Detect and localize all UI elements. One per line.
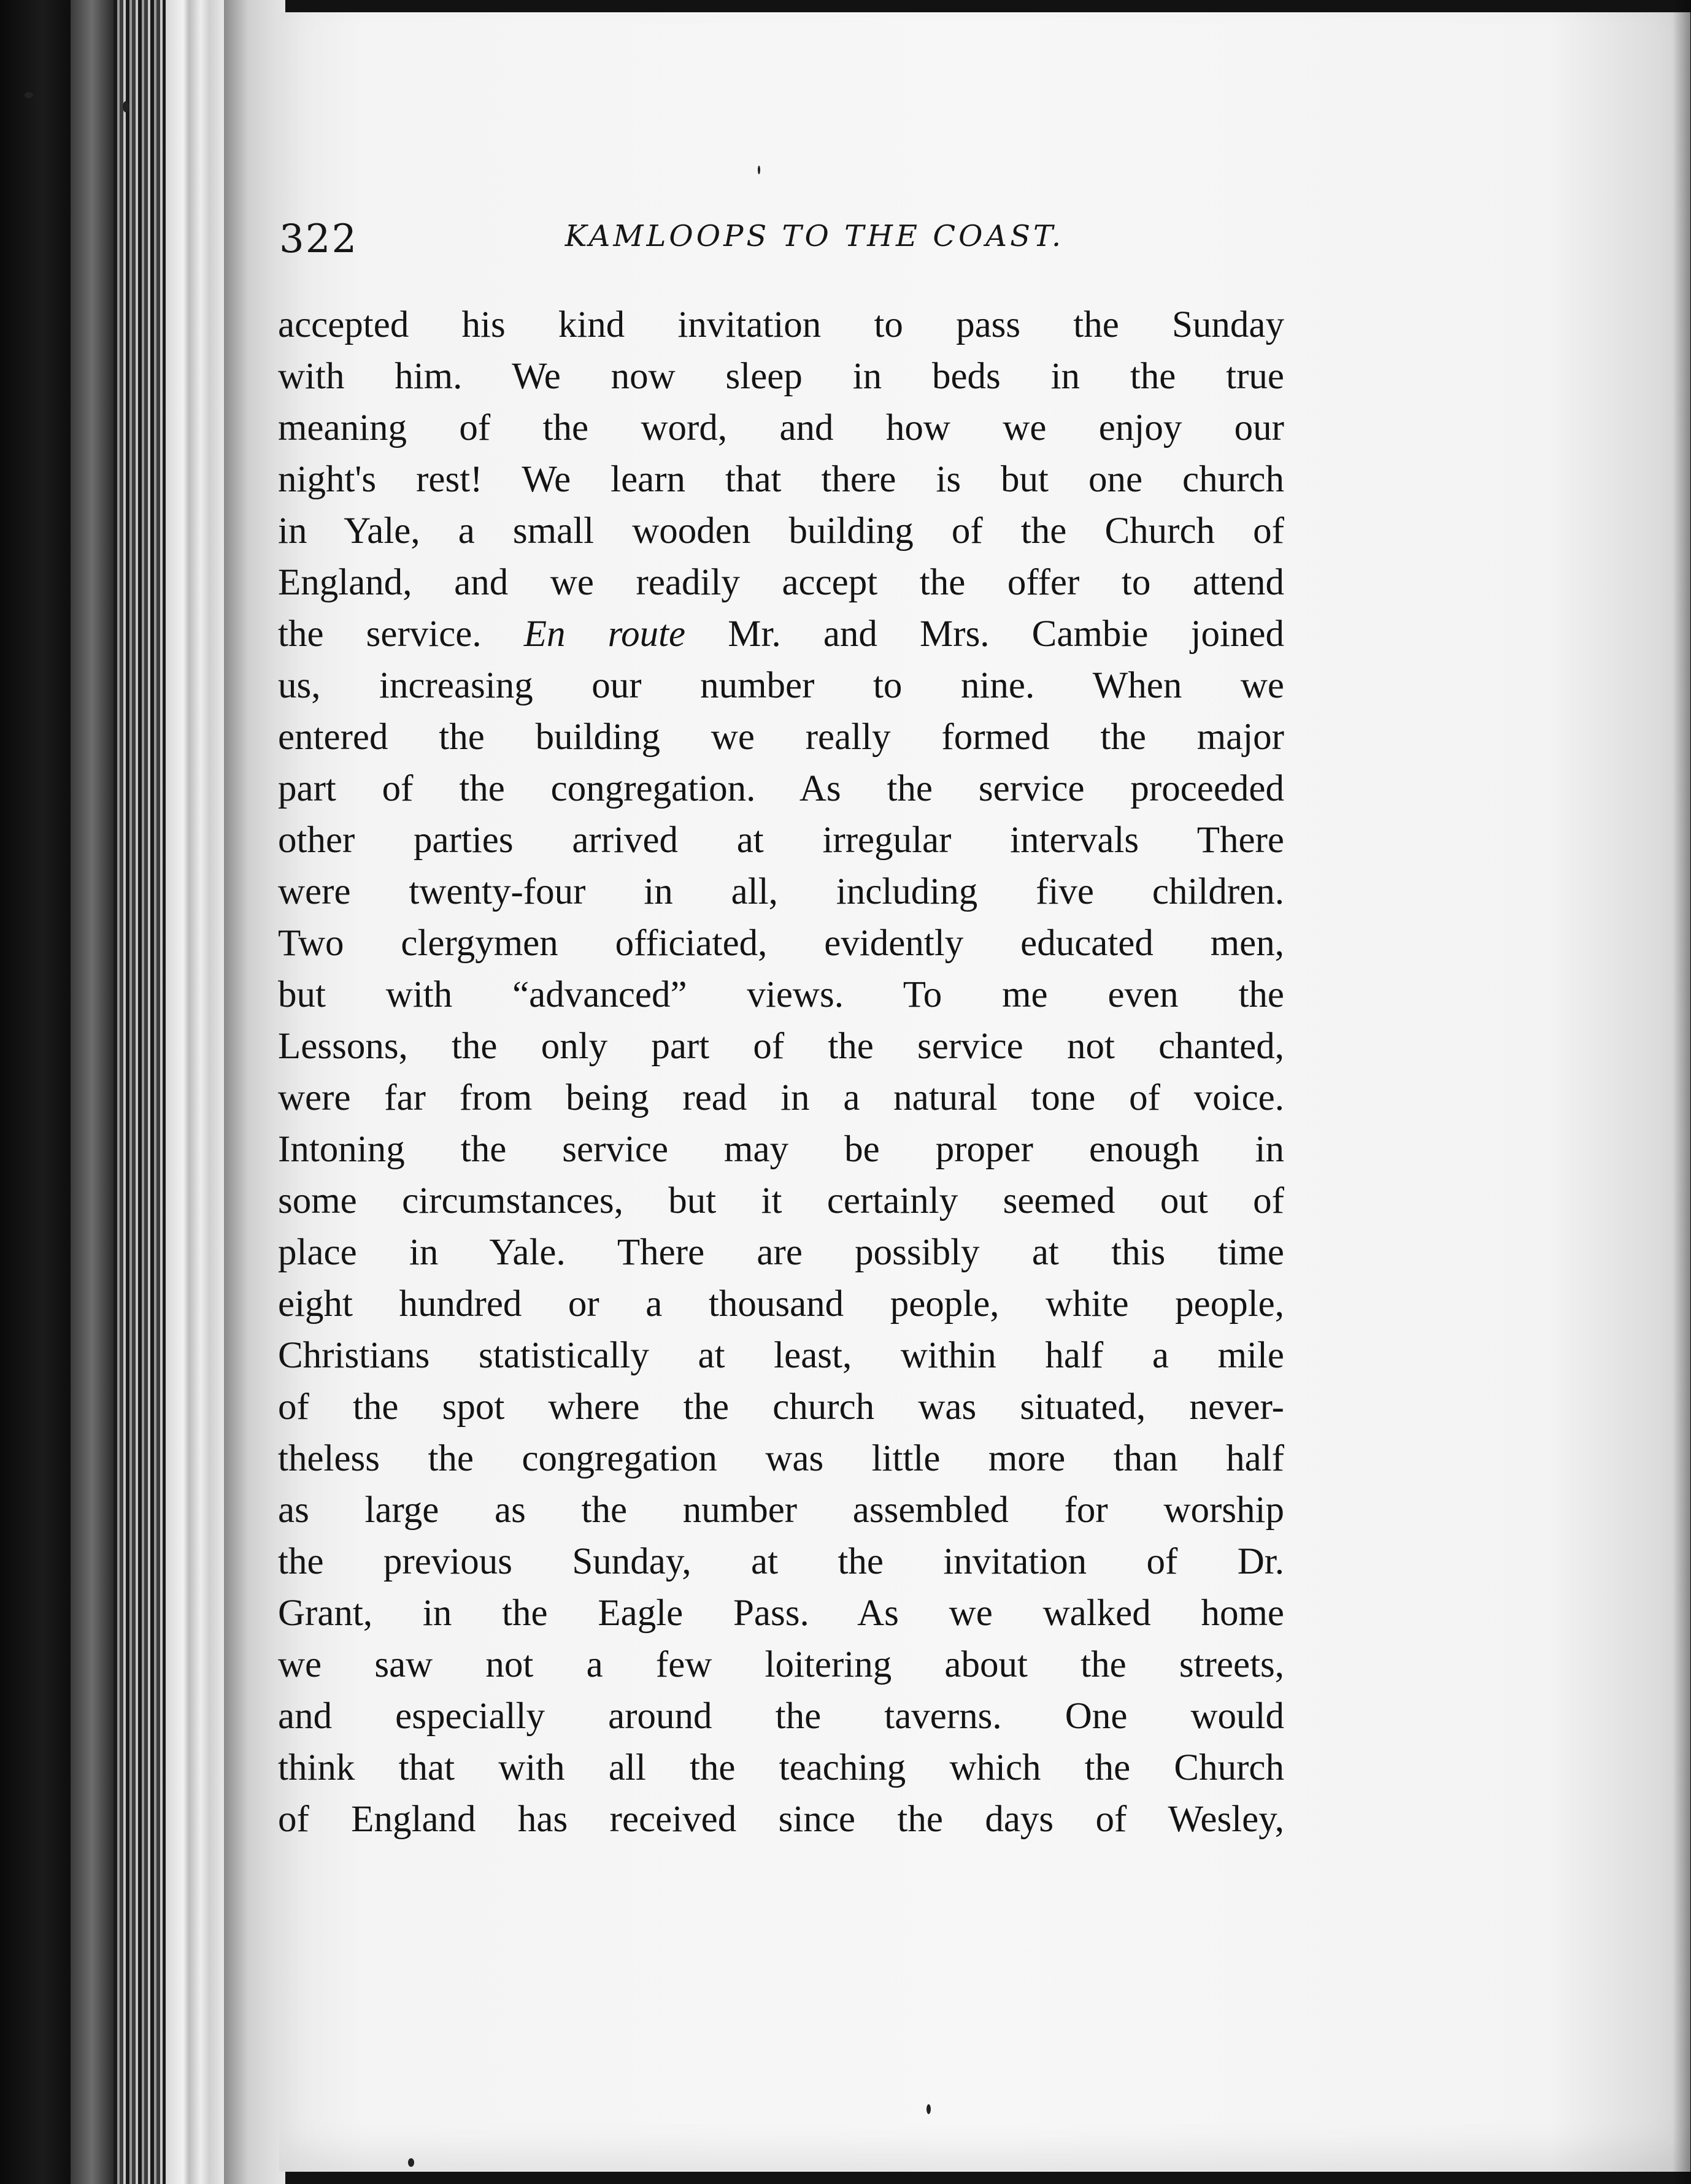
page-number: 322 [279, 217, 358, 262]
text-line: Grant, in the Eagle Pass. As we walked home [278, 1593, 1284, 1634]
text-line: us, increasing our number to nine. When we [278, 665, 1284, 706]
dust-speck [123, 101, 129, 112]
right-edge-shadow [1673, 0, 1691, 2184]
italic-phrase: En route [523, 613, 686, 655]
text-line: in Yale, a small wooden building of the Church of [278, 510, 1284, 552]
text-line: night's rest! We learn that there is but one church [278, 459, 1284, 500]
text-line: theless the congregation was little more than half [278, 1438, 1284, 1479]
dust-speck [926, 2104, 931, 2114]
dust-speck [758, 166, 760, 174]
text-line: some circumstances, but it certainly seemed out of [278, 1180, 1284, 1221]
text-line: place in Yale. There are possibly at this time [278, 1232, 1284, 1273]
dust-speck [25, 92, 33, 98]
text-line: other parties arrived at irregular intervals There [278, 820, 1284, 861]
text-line: entered the building we really formed the major [278, 717, 1284, 758]
text-line: England, and we readily accept the offer to attend [278, 562, 1284, 603]
text-line: but with “advanced” views. To me even the [278, 974, 1284, 1015]
text-line: think that with all the teaching which the Church [278, 1747, 1284, 1788]
text-line: meaning of the word, and how we enjoy our [278, 407, 1284, 448]
text-line: Christians statistically at least, within half a mile [278, 1335, 1284, 1376]
gutter-shadow [224, 0, 285, 2184]
running-head: KAMLOOPS TO THE COAST. [564, 219, 1065, 253]
text-run: the service. [278, 613, 524, 655]
text-line: of the spot where the church was situated, never- [278, 1386, 1284, 1428]
text-line: Intoning the service may be proper enough in [278, 1129, 1284, 1170]
dust-speck [408, 2158, 414, 2167]
text-line: Lessons, the only part of the service not chanted, [278, 1026, 1284, 1067]
page-stack-lines [114, 0, 166, 2184]
page-stack-edge [166, 0, 224, 2184]
text-line: eight hundred or a thousand people, white people, [278, 1283, 1284, 1325]
text-line: were far from being read in a natural tone of voice. [278, 1077, 1284, 1118]
text-line: Two clergymen officiated, evidently educated men, [278, 923, 1284, 964]
text-line: were twenty-four in all, including five children. [278, 871, 1284, 912]
book-spine [0, 0, 71, 2184]
text-line: with him. We now sleep in beds in the true [278, 356, 1284, 397]
text-line: and especially around the taverns. One would [278, 1696, 1284, 1737]
book-spine-edge [71, 0, 114, 2184]
text-line: we saw not a few loitering about the streets, [278, 1644, 1284, 1685]
text-line: the previous Sunday, at the invitation of Dr. [278, 1541, 1284, 1582]
text-run: Mr. and Mrs. Cambie joined [685, 613, 1284, 655]
text-line: of England has received since the days of Wesley, [278, 1799, 1284, 1840]
text-line: accepted his kind invitation to pass the Sunday [278, 304, 1284, 345]
text-line [278, 609, 1284, 660]
body-text [278, 299, 1284, 1845]
text-line: as large as the number assembled for worship [278, 1490, 1284, 1531]
text-line: part of the congregation. As the service proceeded [278, 768, 1284, 809]
page-header [279, 206, 1282, 273]
